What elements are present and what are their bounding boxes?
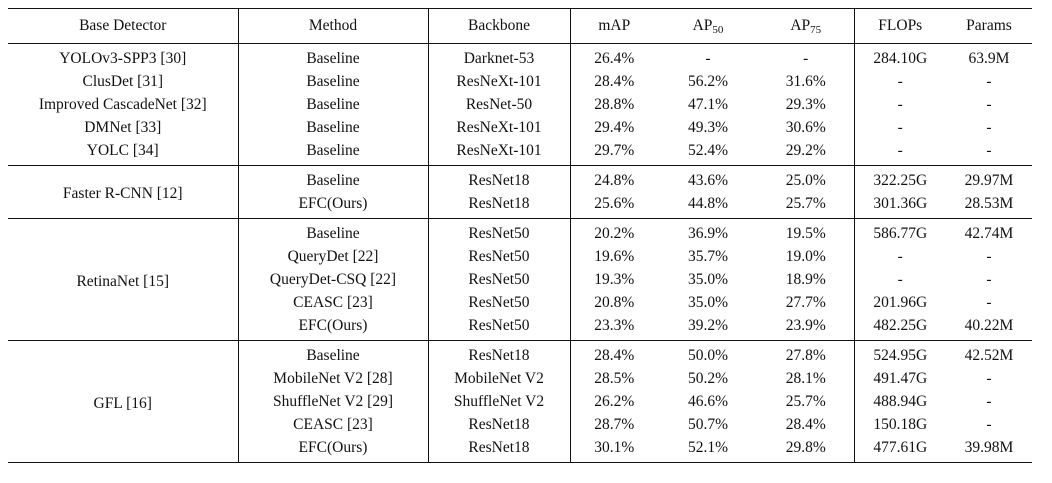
cell-map: 23.3% — [594, 317, 635, 334]
cell-params: - — [986, 142, 992, 159]
header-params: Params — [966, 17, 1012, 34]
cell-method: MobileNet V2 [28] — [238, 367, 428, 390]
cell-map: 25.6% — [594, 195, 635, 212]
cell-flops: - — [897, 271, 903, 288]
cell-ap75: 31.6% — [758, 70, 854, 93]
cell-ap75: 27.7% — [758, 291, 854, 314]
cell-backbone: ResNet18 — [428, 166, 570, 193]
cell-ap75: 23.9% — [758, 314, 854, 341]
cell-flops: 586.77G — [873, 225, 928, 242]
header-method: Method — [238, 9, 428, 44]
cell-method: Baseline — [238, 219, 428, 246]
cell-ap50: 49.3% — [687, 119, 729, 136]
cell-method: Baseline — [238, 139, 428, 166]
cell-ap75: 27.8% — [758, 341, 854, 368]
cell-method: EFC(Ours) — [238, 314, 428, 341]
cell-ap75: - — [758, 44, 854, 71]
cell-method: Baseline — [238, 70, 428, 93]
cell-ap75: 25.7% — [758, 390, 854, 413]
cell-ap50: 50.0% — [687, 347, 729, 364]
cell-params: - — [986, 294, 992, 311]
cell-backbone: ResNeXt-101 — [428, 70, 570, 93]
cell-detector: ClusDet [31] — [8, 70, 238, 93]
header-ap50: $AP_{50}$ — [692, 17, 724, 36]
cell-method: EFC(Ours) — [238, 436, 428, 463]
cell-params: - — [986, 393, 992, 410]
cell-ap50: 52.1% — [687, 439, 729, 456]
cell-detector: YOLOv3-SPP3 [30] — [8, 44, 238, 71]
cell-map: 28.7% — [594, 416, 635, 433]
cell-map: 28.8% — [594, 96, 635, 113]
cell-map: 26.2% — [594, 393, 635, 410]
cell-backbone: ResNet50 — [428, 219, 570, 246]
table-header — [8, 9, 1032, 44]
cell-base-detector: GFL [16] — [8, 341, 238, 463]
group-faster-rcnn — [8, 166, 1032, 219]
cell-map: 28.4% — [594, 73, 635, 90]
cell-flops: - — [897, 119, 903, 136]
cell-map: 26.4% — [594, 50, 635, 67]
cell-flops: 482.25G — [873, 317, 928, 334]
cell-ap50: 56.2% — [687, 73, 729, 90]
cell-backbone: Darknet-53 — [428, 44, 570, 71]
table-row — [8, 139, 1032, 166]
cell-base-detector: Faster R-CNN [12] — [8, 166, 238, 219]
cell-method: Baseline — [238, 93, 428, 116]
cell-detector: YOLC [34] — [8, 139, 238, 166]
cell-ap50: 44.8% — [687, 195, 729, 212]
cell-ap75: 25.7% — [758, 192, 854, 219]
cell-backbone: ResNeXt-101 — [428, 139, 570, 166]
cell-flops: - — [897, 142, 903, 159]
cell-detector: Improved CascadeNet [32] — [8, 93, 238, 116]
cell-ap75: 25.0% — [758, 166, 854, 193]
cell-map: 29.4% — [594, 119, 635, 136]
cell-backbone: MobileNet V2 — [428, 367, 570, 390]
cell-params: 28.53M — [964, 195, 1014, 212]
header-map: mAP — [598, 17, 631, 34]
cell-flops: 150.18G — [873, 416, 928, 433]
cell-method: Baseline — [238, 341, 428, 368]
cell-backbone: ShuffleNet V2 — [428, 390, 570, 413]
cell-map: 20.2% — [594, 225, 635, 242]
cell-params: 39.98M — [964, 439, 1014, 456]
cell-flops: - — [897, 96, 903, 113]
cell-backbone: ResNet18 — [428, 413, 570, 436]
cell-method: CEASC [23] — [238, 291, 428, 314]
cell-backbone: ResNet50 — [428, 245, 570, 268]
cell-params: - — [986, 248, 992, 265]
header-ap75: $AP_{75}$ — [758, 9, 854, 44]
cell-params: - — [986, 96, 992, 113]
cell-ap75: 30.6% — [758, 116, 854, 139]
cell-ap50: - — [705, 50, 711, 67]
cell-params: - — [986, 370, 992, 387]
results-table — [8, 8, 1032, 463]
cell-ap50: 35.7% — [687, 248, 729, 265]
cell-ap50: 43.6% — [687, 172, 729, 189]
cell-method: Baseline — [238, 44, 428, 71]
cell-map: 24.8% — [594, 172, 635, 189]
group-literature-baselines — [8, 44, 1032, 166]
cell-flops: - — [897, 73, 903, 90]
cell-method: CEASC [23] — [238, 413, 428, 436]
cell-params: 42.52M — [964, 347, 1014, 364]
cell-method: Baseline — [238, 116, 428, 139]
cell-ap50: 35.0% — [687, 294, 729, 311]
cell-method: ShuffleNet V2 [29] — [238, 390, 428, 413]
table-row — [8, 116, 1032, 139]
cell-flops: 284.10G — [873, 50, 928, 67]
cell-ap75: 28.4% — [758, 413, 854, 436]
cell-flops: 201.96G — [873, 294, 928, 311]
cell-backbone: ResNet18 — [428, 436, 570, 463]
table-row — [8, 341, 1032, 368]
table-row — [8, 93, 1032, 116]
cell-method: EFC(Ours) — [238, 192, 428, 219]
cell-map: 30.1% — [594, 439, 635, 456]
cell-map: 29.7% — [594, 142, 635, 159]
cell-ap50: 52.4% — [687, 142, 729, 159]
cell-backbone: ResNet50 — [428, 314, 570, 341]
cell-flops: 301.36G — [873, 195, 928, 212]
group-gfl — [8, 341, 1032, 463]
cell-map: 19.3% — [594, 271, 635, 288]
cell-params: - — [986, 416, 992, 433]
cell-params: 63.9M — [968, 50, 1010, 67]
cell-ap75: 19.5% — [758, 219, 854, 246]
cell-ap50: 39.2% — [687, 317, 729, 334]
cell-backbone: ResNet18 — [428, 192, 570, 219]
cell-detector: DMNet [33] — [8, 116, 238, 139]
cell-flops: 491.47G — [873, 370, 928, 387]
cell-method: Baseline — [238, 166, 428, 193]
cell-ap50: 50.2% — [687, 370, 729, 387]
cell-params: - — [986, 271, 992, 288]
cell-params: 42.74M — [964, 225, 1014, 242]
cell-backbone: ResNet50 — [428, 268, 570, 291]
cell-flops: 488.94G — [873, 393, 928, 410]
cell-flops: - — [897, 248, 903, 265]
cell-params: - — [986, 119, 992, 136]
cell-params: - — [986, 73, 992, 90]
cell-ap50: 50.7% — [687, 416, 729, 433]
cell-map: 28.5% — [594, 370, 635, 387]
cell-ap75: 29.3% — [758, 93, 854, 116]
cell-flops: 524.95G — [873, 347, 928, 364]
cell-ap50: 46.6% — [687, 393, 729, 410]
header-flops: FLOPs — [878, 17, 923, 34]
cell-ap50: 47.1% — [687, 96, 729, 113]
cell-flops: 322.25G — [873, 172, 928, 189]
cell-backbone: ResNet50 — [428, 291, 570, 314]
cell-map: 20.8% — [594, 294, 635, 311]
cell-method: QueryDet-CSQ [22] — [238, 268, 428, 291]
header-base-detector: Base Detector — [8, 9, 238, 44]
cell-ap75: 19.0% — [758, 245, 854, 268]
cell-ap50: 35.0% — [687, 271, 729, 288]
cell-map: 19.6% — [594, 248, 635, 265]
group-retinanet — [8, 219, 1032, 341]
cell-ap75: 18.9% — [758, 268, 854, 291]
cell-backbone: ResNeXt-101 — [428, 116, 570, 139]
header-backbone: Backbone — [428, 9, 570, 44]
cell-ap50: 36.9% — [687, 225, 729, 242]
table-row — [8, 44, 1032, 71]
cell-ap75: 29.2% — [758, 139, 854, 166]
cell-base-detector: RetinaNet [15] — [8, 219, 238, 341]
table-row — [8, 166, 1032, 193]
cell-flops: 477.61G — [873, 439, 928, 456]
cell-params: 29.97M — [964, 172, 1014, 189]
cell-map: 28.4% — [594, 347, 635, 364]
table-row — [8, 219, 1032, 246]
cell-method: QueryDet [22] — [238, 245, 428, 268]
cell-backbone: ResNet18 — [428, 341, 570, 368]
table-row — [8, 70, 1032, 93]
cell-ap75: 28.1% — [758, 367, 854, 390]
cell-params: 40.22M — [964, 317, 1014, 334]
cell-backbone: ResNet-50 — [428, 93, 570, 116]
cell-ap75: 29.8% — [758, 436, 854, 463]
